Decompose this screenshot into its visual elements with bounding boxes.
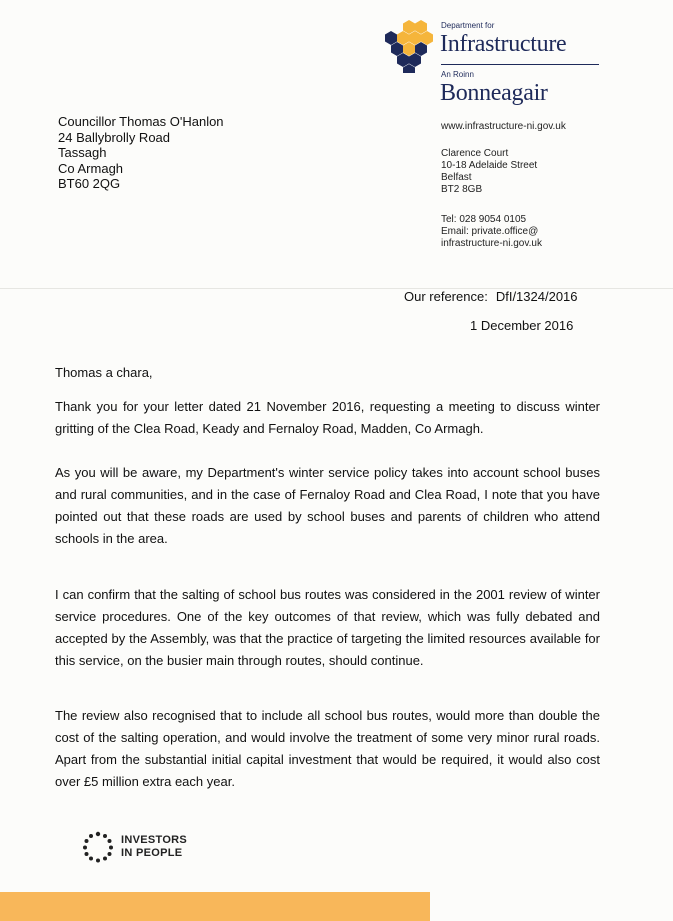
body-paragraph: As you will be aware, my Department's winter service policy takes into account school buses and rural communities, and in the case of Fernaloy Road and Clea Road, I note that you have pointed out that these roads are used by school buses and parents of children who attend schools in the area. xyxy=(55,465,600,546)
address-line: Belfast xyxy=(441,172,472,183)
investors-in-people-wreath-icon xyxy=(81,830,115,864)
email-line-2: infrastructure-ni.gov.uk xyxy=(441,238,542,249)
an-roinn-label: An Roinn xyxy=(441,70,474,79)
footer-colour-bar xyxy=(0,892,430,921)
body-paragraph: Thank you for your letter dated 21 November 2016, requesting a meeting to discuss winter gritting of the Clea Road, Keady and Fernaloy Road, Madden, Co Armagh. xyxy=(55,399,600,436)
email-line-1: Email: private.office@ xyxy=(441,226,539,237)
telephone: Tel: 028 9054 0105 xyxy=(441,214,527,225)
address-line: Clarence Court xyxy=(441,148,509,159)
recipient-address xyxy=(58,114,224,192)
logo-divider xyxy=(441,64,599,65)
recipient-line: BT60 2QG xyxy=(58,176,121,192)
contact-details xyxy=(441,214,542,250)
letter-date: 1 December 2016 xyxy=(470,318,574,333)
recipient-line: Co Armagh xyxy=(58,160,124,176)
address-line: 10-18 Adelaide Street xyxy=(441,160,538,171)
address-line: BT2 8GB xyxy=(441,184,483,195)
department-logo-icon xyxy=(383,18,439,74)
reference-line xyxy=(404,289,578,304)
recipient-line: Tassagh xyxy=(58,145,107,161)
recipient-line: 24 Ballybrolly Road xyxy=(58,129,171,145)
department-name: Infrastructure xyxy=(440,31,567,57)
body-paragraph: I can confirm that the salting of school bus routes was considered in the 2001 review of winter service procedures. One of the key outcomes of that review, which was fully debated and accepted by the Assembly, was that the practice of targeting the limited resources available for this service, on the busier main through routes, should continue. xyxy=(55,587,600,668)
body-paragraph: The review also recognised that to include all school bus routes, would more than double the cost of the salting operation, and would involve the treatment of some very minor rural roads. Apart from the substantial initial capital investment that would be required, it would also cost over £5 million extra each year. xyxy=(55,708,600,789)
recipient-line: Councillor Thomas O'Hanlon xyxy=(58,114,224,129)
department-name-irish: Bonneagair xyxy=(440,80,548,106)
reference-value: DfI/1324/2016 xyxy=(495,289,578,304)
sender-address xyxy=(441,148,537,196)
investors-in-people-logo-text xyxy=(121,834,187,860)
website-link[interactable]: www.infrastructure-ni.gov.uk xyxy=(441,121,566,132)
iip-line-1: INVESTORS xyxy=(121,834,188,846)
salutation: Thomas a chara, xyxy=(55,365,153,380)
dept-for-label: Department for xyxy=(441,21,495,30)
iip-line-2: IN PEOPLE xyxy=(121,847,183,859)
reference-label: Our reference: xyxy=(404,289,488,304)
